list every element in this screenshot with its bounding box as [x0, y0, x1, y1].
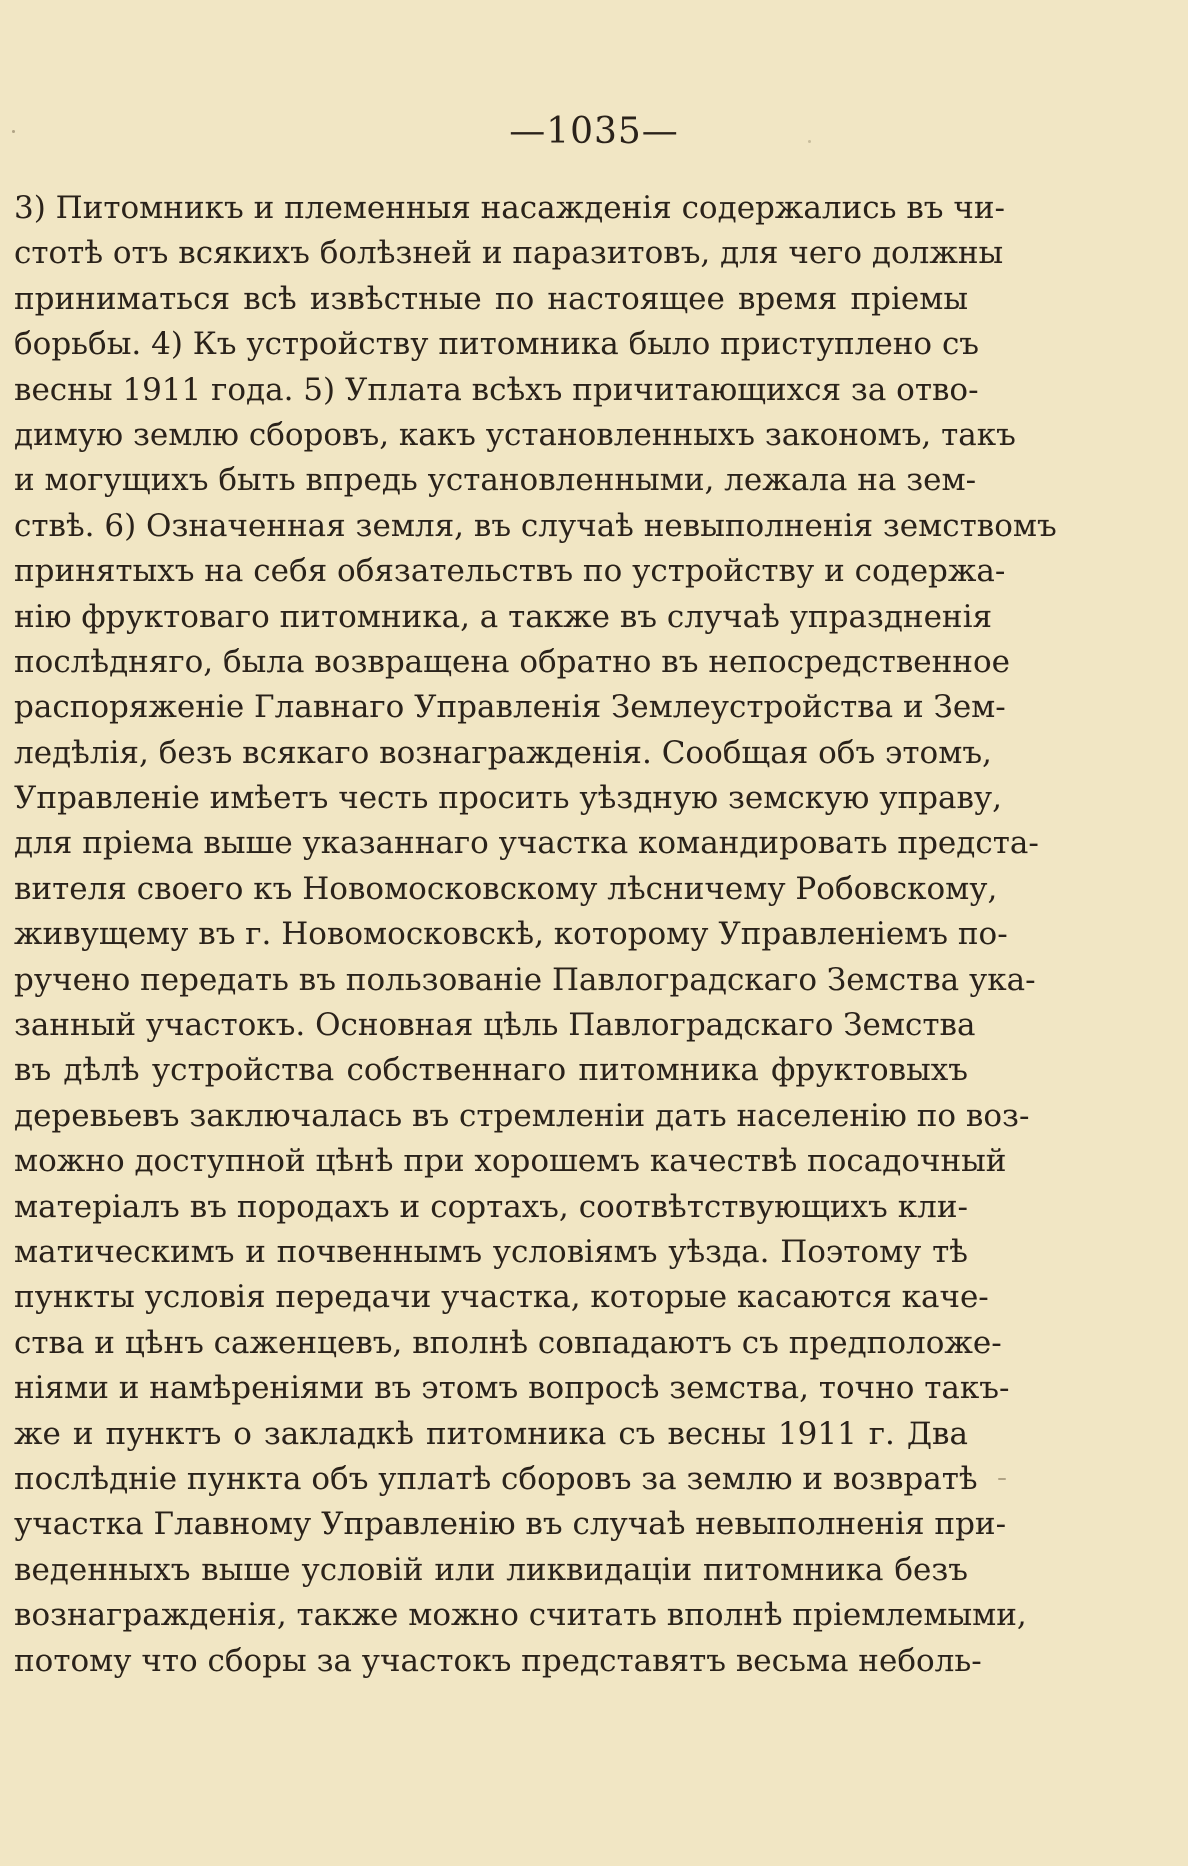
text-line: деревьевъ заключалась въ стремленіи дать населенію по воз-	[14, 1097, 1030, 1134]
text-line: послѣдніе пункта объ уплатѣ сборовъ за землю и возвратѣ	[14, 1460, 978, 1497]
paper-speck	[12, 130, 15, 133]
text-line: нію фруктоваго питомника, а также въ случаѣ упраздненія	[14, 598, 993, 635]
text-line: потому что сборы за участокъ представятъ весьма неболь-	[14, 1642, 982, 1679]
text-line: ледѣлія, безъ всякаго вознагражденія. Сообщая объ этомъ,	[14, 734, 992, 771]
text-line: димую землю сборовъ, какъ установленныхъ закономъ, такъ	[14, 416, 1016, 453]
text-line: вознагражденія, также можно считать вполнѣ пріемлемыми,	[14, 1597, 1027, 1634]
text-line: матеріалъ въ породахъ и сортахъ, соотвѣтствующихъ кли-	[14, 1188, 968, 1225]
text-line: распоряженіе Главнаго Управленія Землеустройства и Зем-	[14, 689, 1006, 726]
text-line: ства и цѣнъ саженцевъ, вполнѣ совпадаютъ съ предположе-	[14, 1324, 1002, 1361]
text-line: 3) Питомникъ и племенныя насажденія содержались въ чи-	[14, 190, 1005, 226]
text-line: же и пунктъ о закладкѣ питомника съ весны 1911 г. Два	[14, 1415, 968, 1452]
text-line: въ дѣлѣ устройства собственнаго питомника фруктовыхъ	[14, 1052, 968, 1089]
text-line: вителя своего къ Новомосковскому лѣсничему Робовскому,	[14, 870, 998, 907]
text-line: занный участокъ. Основная цѣль Павлоградскаго Земства	[14, 1007, 976, 1044]
text-line: приниматься всѣ извѣстные по настоящее время пріемы	[14, 280, 968, 317]
text-line: для пріема выше указаннаго участка командировать предста-	[14, 825, 1039, 862]
text-line: ніями и намѣреніями въ этомъ вопросѣ земства, точно такъ-	[14, 1370, 1010, 1407]
text-line: можно доступной цѣнѣ при хорошемъ качествѣ посадочный	[14, 1143, 1007, 1180]
page-number: —1035—	[509, 111, 679, 152]
text-line: весны 1911 года. 5) Уплата всѣхъ причитающихся за отво-	[14, 371, 979, 408]
paper-speck	[998, 1478, 1006, 1480]
text-line: пункты условія передачи участка, которые касаются каче-	[14, 1279, 989, 1316]
text-line: веденныхъ выше условій или ликвидаціи питомника безъ	[14, 1551, 968, 1588]
text-line: стотѣ отъ всякихъ болѣзней и паразитовъ, для чего должны	[14, 235, 1004, 272]
text-line: ствѣ. 6) Означенная земля, въ случаѣ невыполненія земствомъ	[14, 507, 1057, 544]
text-line: Управленіе имѣетъ честь просить уѣздную земскую управу,	[14, 780, 1002, 817]
text-line: матическимъ и почвеннымъ условіямъ уѣзда. Поэтому тѣ	[14, 1233, 968, 1270]
text-line: борьбы. 4) Къ устройству питомника было приступлено съ	[14, 326, 980, 363]
text-line: участка Главному Управленію въ случаѣ невыполненія при-	[14, 1506, 1007, 1543]
text-line: живущему въ г. Новомосковскѣ, которому Управленіемъ по-	[14, 916, 1008, 953]
text-line: и могущихъ быть впредь установленными, лежала на зем-	[14, 462, 977, 499]
text-line: послѣдняго, была возвращена обратно въ непосредственное	[14, 643, 1010, 680]
text-line: ручено передать въ пользованіе Павлоградскаго Земства ука-	[14, 961, 1036, 998]
body-text	[14, 186, 1057, 1684]
text-line: принятыхъ на себя обязательствъ по устройству и содержа-	[14, 553, 1006, 590]
paper-speck	[808, 140, 811, 143]
